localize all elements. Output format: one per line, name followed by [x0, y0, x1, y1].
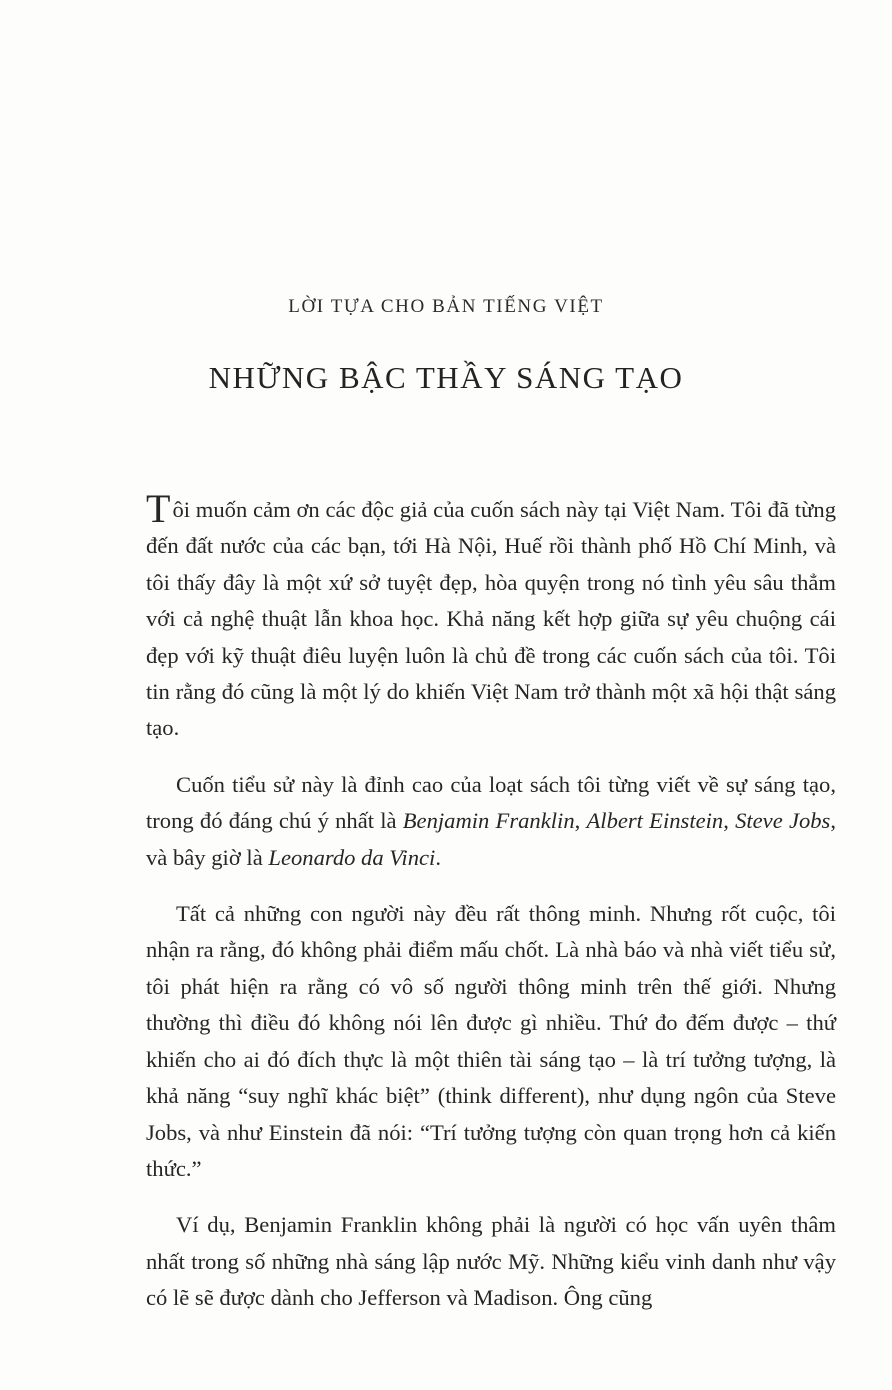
paragraph-2-middle: , và bây giờ là — [146, 808, 837, 870]
paragraph-2 — [146, 767, 836, 876]
separator: , — [723, 808, 736, 834]
book-title-jobs: Steve Jobs — [735, 808, 831, 834]
book-title-leonardo: Leonardo da Vinci — [268, 844, 436, 870]
paragraph-2-lead: Cuốn tiểu sử này là đỉnh cao của loạt sách tôi từng viết về sự sáng tạo, trong đó đáng chú ý nhất là — [146, 771, 836, 834]
separator: , — [574, 808, 587, 834]
preface-kicker: LỜI TỰA CHO BẢN TIẾNG VIỆT — [288, 296, 604, 317]
drop-cap: T — [146, 486, 171, 531]
chapter-title: NHỮNG BẬC THẦY SÁNG TẠO — [208, 360, 684, 395]
body-text — [146, 486, 837, 1337]
paragraph-4: Ví dụ, Benjamin Franklin không phải là người có học vấn uyên thâm nhất trong số những nhà sáng lập nước Mỹ. Những kiểu vinh danh như vậy có lẽ sẽ được dành cho Jefferson và Madison. Ông cũng — [146, 1212, 836, 1311]
paragraph-2-end: . — [435, 844, 441, 870]
paragraph-1 — [146, 486, 836, 747]
paragraph-1-text: ôi muốn cảm ơn các độc giả của cuốn sách này tại Việt Nam. Tôi đã từng đến đất nước của các bạn, tới Hà Nội, Huế rồi thành phố Hồ Chí Minh, và tôi thấy đây là một xứ sở tuyệt đẹp, hòa quyện trong nó tình yêu sâu thẳm với cả nghệ thuật lẫn khoa học. Khả năng kết hợp giữa sự yêu chuộng cái đẹp với kỹ thuật điêu luyện luôn là chủ đề trong các cuốn sách của tôi. Tôi tin rằng đó cũng là một lý do khiến Việt Nam trở thành một xã hội thật sáng tạo. — [146, 497, 836, 741]
paragraph-3: Tất cả những con người này đều rất thông minh. Nhưng rốt cuộc, tôi nhận ra rằng, đó không phải điểm mấu chốt. Là nhà báo và nhà viết tiểu sử, tôi phát hiện ra rằng có vô số người thông minh trên thế giới. Nhưng thường thì điều đó không nói lên được gì nhiều. Thứ đo đếm được – thứ khiến cho ai đó đích thực là một thiên tài sáng tạo – là trí tưởng tượng, là khả năng “suy nghĩ khác biệt” (think different), như dụng ngôn của Steve Jobs, và như Einstein đã nói: “Trí tưởng tượng còn quan trọng hơn cả kiến thức.” — [146, 901, 836, 1181]
book-title-franklin: Benjamin Franklin — [402, 808, 575, 834]
book-title-einstein: Albert Einstein — [586, 808, 724, 834]
